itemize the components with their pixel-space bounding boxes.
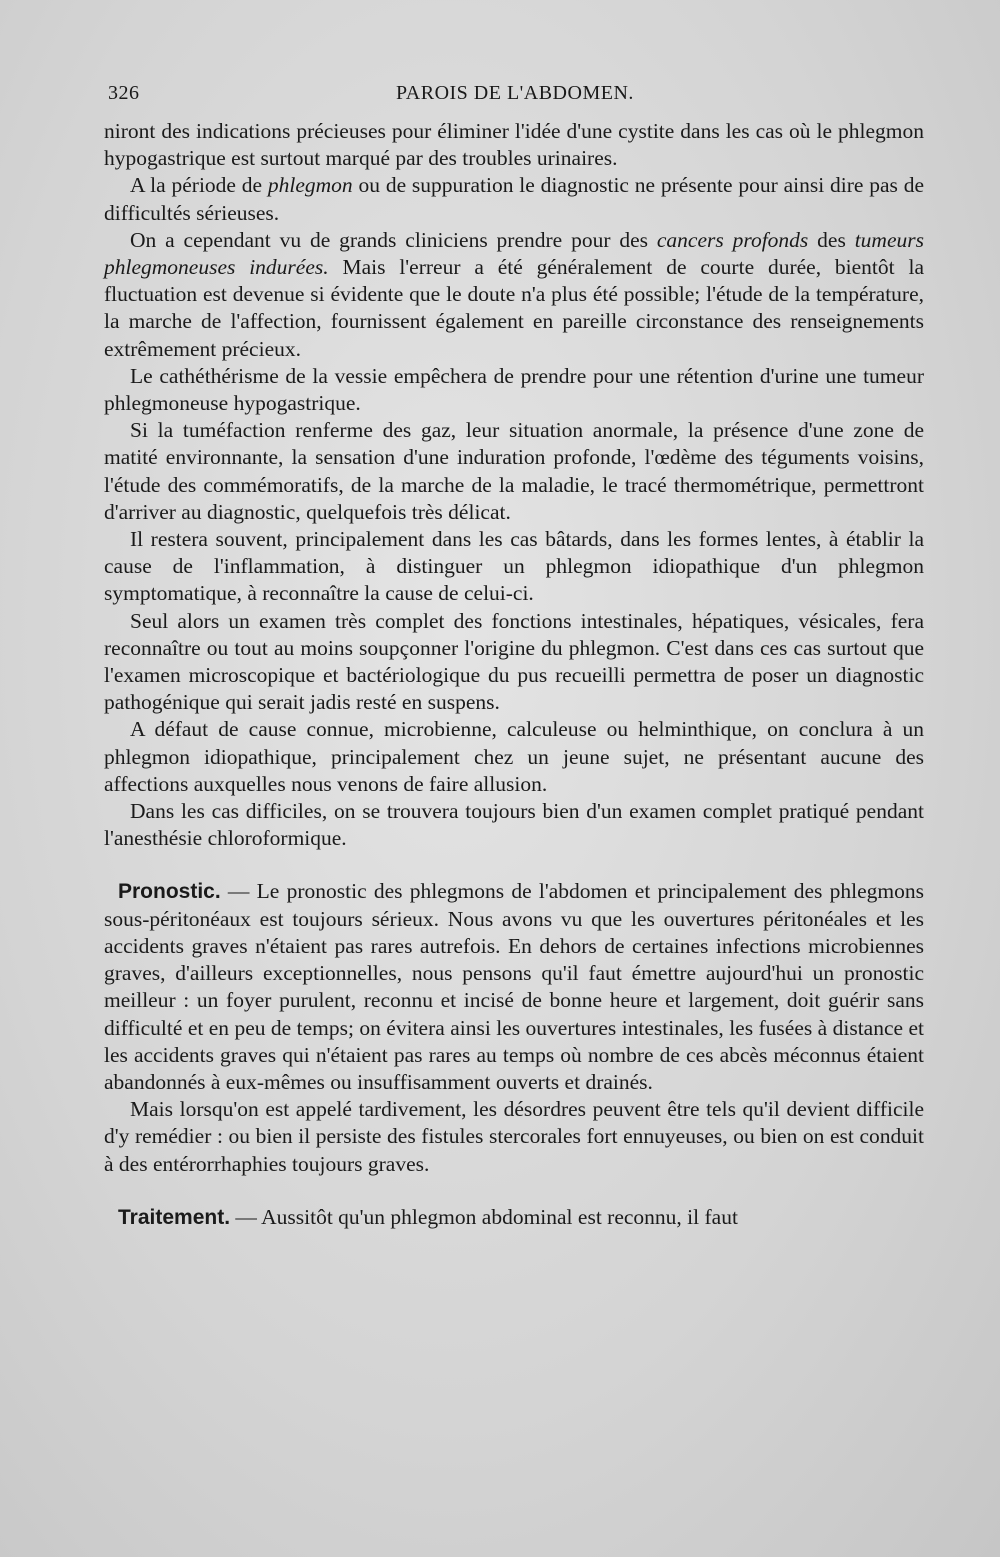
pronostic-section: Pronostic. — Le pronostic des phlegmons de l'abdomen et principalement des phlegmons sous-péritonéaux est toujours sérieux. Nous avons vu que les ouvertures péritonéales et les accidents graves n'étaient pas rares autrefois. En dehors de certaines infections microbiennes graves, d'ailleurs exceptionnelles, nous pensons qu'il faut émettre aujourd'hui un pronostic meilleur : un foyer purulent, reconnu et incisé de bonne heure et largement, doit guérir sans difficulté et en peu de temps; on évitera ainsi les ouvertures intestinales, les fusées à distance et les accidents graves qui n'étaient pas rares au temps où nombre de ces abcès méconnus étaient abandonnés à eux-mêmes ou insuffisamment ouverts et drainés. [104,879,924,1094]
page-number: 326 [108,82,140,104]
section-heading-traitement: Traitement. [118,1205,231,1229]
paragraph: Si la tuméfaction renferme des gaz, leur situation anormale, la présence d'une zone de matité environnante, la sensation d'une induration profonde, l'œdème des téguments voisins, l'étude des commémoratifs, de la marche de la maladie, le tracé thermométrique, permettront d'arriver au diagnostic, quelquefois très délicat. [104,418,924,524]
paragraph: Le cathéthérisme de la vessie empêchera de prendre pour une rétention d'urine une tumeur phlegmoneuse hypogastrique. [104,363,924,416]
paragraph: Mais lorsqu'on est appelé tardivement, les désordres peuvent être tels qu'il devient difficile d'y remédier : ou bien il persiste des fistules stercorales fort ennuyeuses, ou bien on est conduit à des entérorrhaphies toujours graves. [104,1097,924,1176]
paragraph: On a cependant vu de grands cliniciens prendre pour des cancers profonds des tumeurs phlegmoneuses indurées. Mais l'erreur a été généralement de courte durée, bientôt la fluctuation est devenue si évidente que le doute n'a plus été possible; l'étude de la température, la marche de l'affection, fournissent également en pareille circonstance des renseignements extrêmement précieux. [104,227,924,361]
running-head [108,82,920,112]
paragraph: niront des indications précieuses pour éliminer l'idée d'une cystite dans les cas où le phlegmon hypogastrique est surtout marqué par des troubles urinaires. [104,119,924,171]
body-text [104,118,924,1231]
paragraph: A défaut de cause connue, microbienne, calculeuse ou helminthique, on conclura à un phlegmon idiopathique, principalement chez un jeune sujet, ne présentant aucune des affections auxquelles nous venons de faire allusion. [104,717,924,796]
paragraph: A la période de phlegmon ou de suppuration le diagnostic ne présente pour ainsi dire pas de difficultés sérieuses. [104,173,924,225]
italic-term: phlegmon [267,173,353,198]
section-heading-pronostic: Pronostic. [118,880,221,904]
italic-term: cancers profonds [656,227,809,252]
running-title: PAROIS DE L'ABDOMEN. [396,82,634,104]
paragraph: Seul alors un examen très complet des fonctions intestinales, hépatiques, vésicales, fera reconnaître ou tout au moins soupçonner l'origine du phlegmon. C'est dans ces cas surtout que l'examen microscopique et bactériologique du pus recueilli permettra de poser un diagnostic pathogénique qui serait jadis resté en suspens. [104,608,924,715]
traitement-section: Traitement. — Aussitôt qu'un phlegmon abdominal est reconnu, il faut [118,1204,738,1229]
paragraph: Dans les cas difficiles, on se trouvera toujours bien d'un examen complet pratiqué pendant l'anesthésie chloroformique. [104,799,924,851]
italic-term: tumeurs phlegmoneuses indurées. [104,227,924,280]
paragraph: Il restera souvent, principalement dans les cas bâtards, dans les formes lentes, à établir la cause de l'inflammation, à distinguer un phlegmon idiopathique d'un phlegmon symptomatique, à reconnaître la cause de celui-ci. [104,527,924,606]
